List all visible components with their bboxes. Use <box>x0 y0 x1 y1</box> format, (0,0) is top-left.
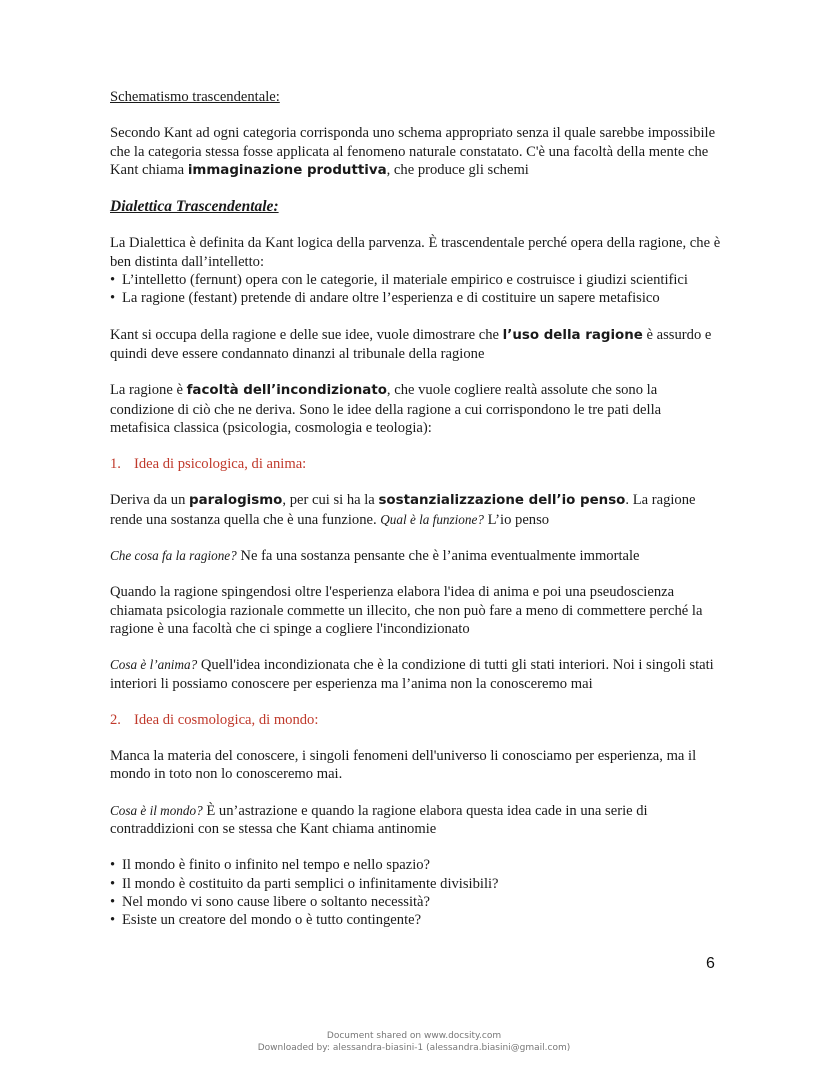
text: è assurdo e quindi deve essere condannato dinanzi al tribunale della ragione <box>110 326 712 362</box>
numbered-heading-text: Idea di cosmologica, di mondo: <box>134 711 319 728</box>
numbered-heading-mondo <box>110 711 722 729</box>
text: Kant si occupa della ragione e delle sue idee, vuole dimostrare che <box>110 326 503 343</box>
footer-downloaded-line: Downloaded by: alessandra-biasini-1 (alessandra.biasini@gmail.com) <box>257 1043 571 1053</box>
paragraph-cosa-mondo <box>110 802 722 839</box>
italic-question: Cosa è l’anima? <box>110 657 198 673</box>
paragraph-paralogismo <box>110 491 722 529</box>
footer <box>0 1030 828 1054</box>
numbered-heading-text: Idea di psicologica, di anima: <box>134 456 307 473</box>
list-item: • L’intelletto (fernunt) opera con le categorie, il materiale empirico e costruisce i giudizi scientifici <box>110 271 722 289</box>
paragraph-schematismo <box>110 124 722 180</box>
paragraph-dialettica: La Dialettica è definita da Kant logica della parvenza. È trascendentale perché opera della ragione, che è ben distinta dall’intelletto: <box>110 235 721 270</box>
list-item: • Nel mondo vi sono cause libere o soltanto necessità? <box>110 893 722 911</box>
italic-question: Che cosa fa la ragione? <box>110 548 237 564</box>
paragraph-materia-conoscere: Manca la materia del conoscere, i singoli fenomeni dell'universo li conosciamo per esperienza, ma il mondo in toto non lo conosceremo mai. <box>110 748 697 783</box>
document-body <box>110 88 722 930</box>
bold-term: immaginazione produttiva <box>187 162 387 178</box>
text: Secondo Kant ad ogni categoria corrisponda uno schema appropriato senza il quale sarebbe impossibile che la categoria stessa fosse applicata al fenomeno naturale constatato. C'è una facoltà della mente che Kant chiama <box>110 125 716 178</box>
numbered-heading-anima <box>110 455 722 473</box>
text: , che produce gli schemi <box>386 161 529 178</box>
text: L’io penso <box>483 511 550 528</box>
bold-term: sostanzializzazione dell’io penso <box>378 493 626 509</box>
text: , per cui si ha la <box>282 492 379 509</box>
italic-question: Qual è la funzione? <box>380 511 484 527</box>
text: Ne fa una sostanza pensante che è l’anima eventualmente immortale <box>236 548 640 565</box>
page-number: 6 <box>706 955 715 972</box>
text: , che vuole cogliere realtà assolute che sono la condizione di ciò che ne deriva. Sono le idee della ragione a cui corrispondono le tre pati della metafisica classica (psicologia, cosmologia e teologia): <box>110 382 662 436</box>
list-item: • La ragione (festant) pretende di andare oltre l’esperienza e di costituire un sapere metafisico <box>110 289 722 307</box>
footer-shared-line: Document shared on www.docsity.com <box>326 1031 502 1041</box>
list-number: 2. <box>110 711 121 728</box>
text: . La ragione rende una sostanza quella che è una funzione. <box>110 492 696 528</box>
section-title-schematismo: Schematismo trascendentale: <box>110 89 280 105</box>
bullet-list-antinomie <box>110 856 722 929</box>
paragraph-incondizionato <box>110 381 722 437</box>
paragraph-cosa-fa-ragione <box>110 547 722 565</box>
bold-term: facoltà dell’incondizionato <box>186 383 387 399</box>
list-item: • Il mondo è finito o infinito nel tempo e nello spazio? <box>110 856 722 874</box>
paragraph-uso-ragione <box>110 326 722 364</box>
list-item: • Il mondo è costituito da parti semplici o infinitamente divisibili? <box>110 875 722 893</box>
bold-term: l’uso della ragione <box>502 327 643 343</box>
paragraph-psicologia-razionale: Quando la ragione spingendosi oltre l'esperienza elabora l'idea di anima e poi una pseudoscienza chiamata psicologia razionale commette un illecito, che non può fare a meno di commettere perché la ragione è una facoltà che ci spinge a cogliere l'incondizionato <box>110 584 703 637</box>
text: È un’astrazione e quando la ragione elabora questa idea cade in una serie di contraddizioni con se stessa che Kant chiama antinomie <box>110 802 648 838</box>
section-title-dialettica: Dialettica Trascendentale: <box>110 198 279 216</box>
bullet-list-intelletto-ragione <box>110 271 722 308</box>
text: Quell'idea incondizionata che è la condizione di tutti gli stati interiori. Noi i singoli stati interiori li possiamo conoscere per esperienza ma l’anima non la conosceremo mai <box>110 657 714 692</box>
text: La ragione è <box>110 382 187 399</box>
bold-term: paralogismo <box>189 493 283 509</box>
list-number: 1. <box>110 456 121 473</box>
list-item: • Esiste un creatore del mondo o è tutto contingente? <box>110 911 722 929</box>
paragraph-cosa-anima <box>110 656 722 693</box>
text: Deriva da un <box>110 492 190 509</box>
italic-question: Cosa è il mondo? <box>110 802 203 818</box>
